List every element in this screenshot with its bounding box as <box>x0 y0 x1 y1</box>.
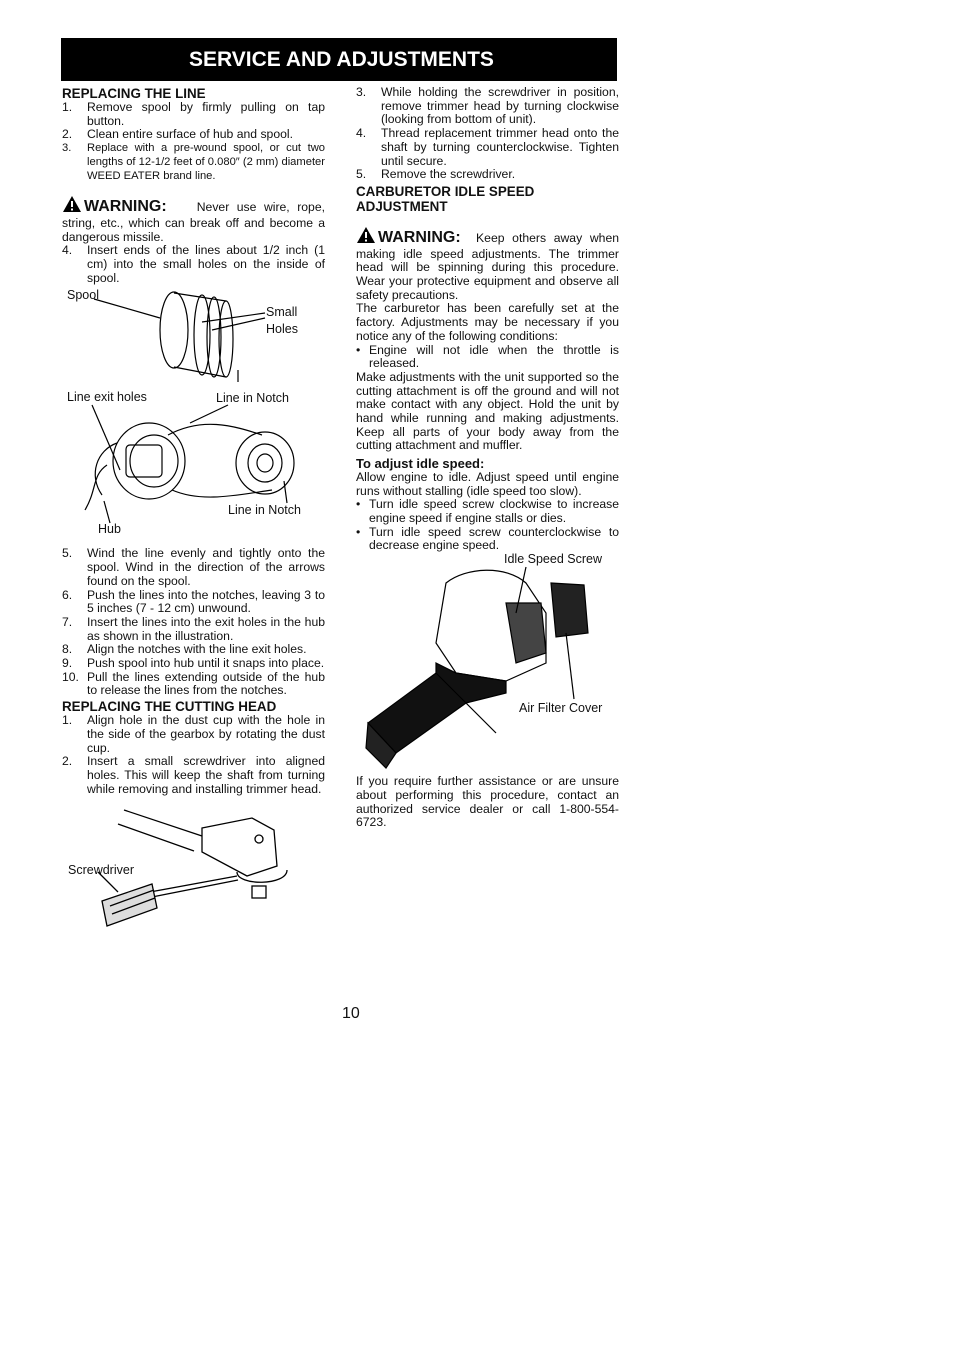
list-item: 2. Insert a small screwdriver into aligned holes. This will keep the shaft from turning while removing and installing trimmer head. <box>62 754 325 796</box>
section-heading-carburetor: CARBURETOR IDLE SPEED ADJUSTMENT <box>356 183 535 214</box>
label-line-in-notch-bottom: Line in Notch <box>228 503 301 518</box>
spool-hub-illustration <box>62 285 325 547</box>
label-small: Small <box>266 305 298 320</box>
paragraph: Make adjustments with the unit supported so the cutting attachment is off the ground and will not make contact with any object. Hold the unit by hand while running and making adjustments. Keep all parts of your body away from the cutting attachment and muffler. <box>356 369 619 453</box>
section-heading-replacing-head: REPLACING THE CUTTING HEAD <box>62 699 277 715</box>
list-item: 3. While holding the screwdriver in position, remove trimmer head by turning clockwise (looking from bottom of unit). <box>356 85 619 127</box>
section-heading-replacing-line: REPLACING THE LINE <box>62 86 206 101</box>
bullet-list-conditions <box>356 344 619 371</box>
list-item: 1. Remove spool by firmly pulling on tap button. <box>62 100 325 128</box>
screwdriver-illustration <box>62 796 325 936</box>
warning-triangle-icon <box>356 226 376 248</box>
warning-paragraph: WARNING: Never use wire, rope, string, etc., which can break off and become a dangerous missile. <box>62 195 325 244</box>
list-item: • Engine will not idle when the throttle is released. <box>356 342 619 371</box>
bullet-list-adjust <box>356 498 619 553</box>
engine-illustration <box>356 553 619 775</box>
steps-list-a <box>62 101 325 183</box>
label-holes: Holes <box>266 322 298 337</box>
label-line-in-notch-top: Line in Notch <box>216 391 289 406</box>
list-item: 3. Replace with a pre-wound spool, or cut two lengths of 12-1/2 feet of 0.080″ (2 mm) diameter WEED EATER brand line. <box>62 142 325 182</box>
steps-list-c <box>62 547 325 698</box>
steps-list-b <box>62 244 325 285</box>
label-screwdriver: Screwdriver <box>68 863 134 878</box>
label-idle-speed-screw: Idle Speed Screw <box>504 552 602 567</box>
list-item: 9. Push spool into hub until it snaps into place. <box>62 656 325 671</box>
list-item: 5. Wind the line evenly and tightly onto the spool. Wind in the direction of the arrows found on the spool. <box>62 546 325 588</box>
warning-triangle-icon <box>62 195 82 217</box>
closing-paragraph: If you require further assistance or are unsure about performing this procedure, contact an authorized service dealer or call 1-800-554-6723. <box>356 774 619 830</box>
list-item: 7. Insert the lines into the exit holes in the hub as shown in the illustration. <box>62 614 325 643</box>
label-spool: Spool <box>67 288 99 303</box>
steps-list-head <box>62 714 325 796</box>
sub-heading-idle-speed: To adjust idle speed: <box>356 456 485 472</box>
list-item: 5. Remove the screwdriver. <box>356 167 516 182</box>
paragraph: Allow engine to idle. Adjust speed until engine runs without stalling (idle speed too slow). <box>356 469 619 498</box>
spool-drawing <box>62 285 325 547</box>
list-item: 6. Push the lines into the notches, leaving 3 to 5 inches (7 - 12 cm) unwound. <box>62 587 325 616</box>
list-item: • Turn idle speed screw counterclockwise to decrease engine speed. <box>356 524 619 553</box>
label-line-exit-holes: Line exit holes <box>67 390 147 405</box>
left-column <box>62 86 325 936</box>
warning-paragraph: WARNING: Keep others away when making idle speed adjustments. The trimmer head will be spinning during this procedure. Wear your protective equipment and observe all safety precautions. <box>356 226 619 303</box>
steps-list-right <box>356 86 619 182</box>
list-item: 4. Thread replacement trimmer head onto the shaft by turning counterclockwise. Tighten until secure. <box>356 126 619 168</box>
list-item: 10. Pull the lines extending outside of the hub to release the lines from the notches. <box>62 669 325 698</box>
label-air-filter-cover: Air Filter Cover <box>519 701 603 716</box>
list-item: 2. Clean entire surface of hub and spool. <box>62 127 293 142</box>
list-item: • Turn idle speed screw clockwise to increase engine speed if engine stalls or dies. <box>356 497 619 525</box>
right-column <box>356 86 619 830</box>
page-title: SERVICE AND ADJUSTMENTS <box>61 38 617 81</box>
list-item: 1. Align hole in the dust cup with the hole in the side of the gearbox by rotating the dust cup. <box>62 713 325 755</box>
engine-drawing <box>356 553 619 775</box>
page-number: 10 <box>342 1005 360 1022</box>
list-item: 8. Align the notches with the line exit holes. <box>62 642 307 657</box>
paragraph: The carburetor has been carefully set at the factory. Adjustments may be necessary if you notice any of the following conditions: <box>356 301 619 343</box>
list-item: 4. Insert ends of the lines about 1/2 inch (1 cm) into the small holes on the inside of spool. <box>62 243 325 285</box>
label-hub: Hub <box>98 522 121 537</box>
screwdriver-drawing <box>62 796 325 936</box>
